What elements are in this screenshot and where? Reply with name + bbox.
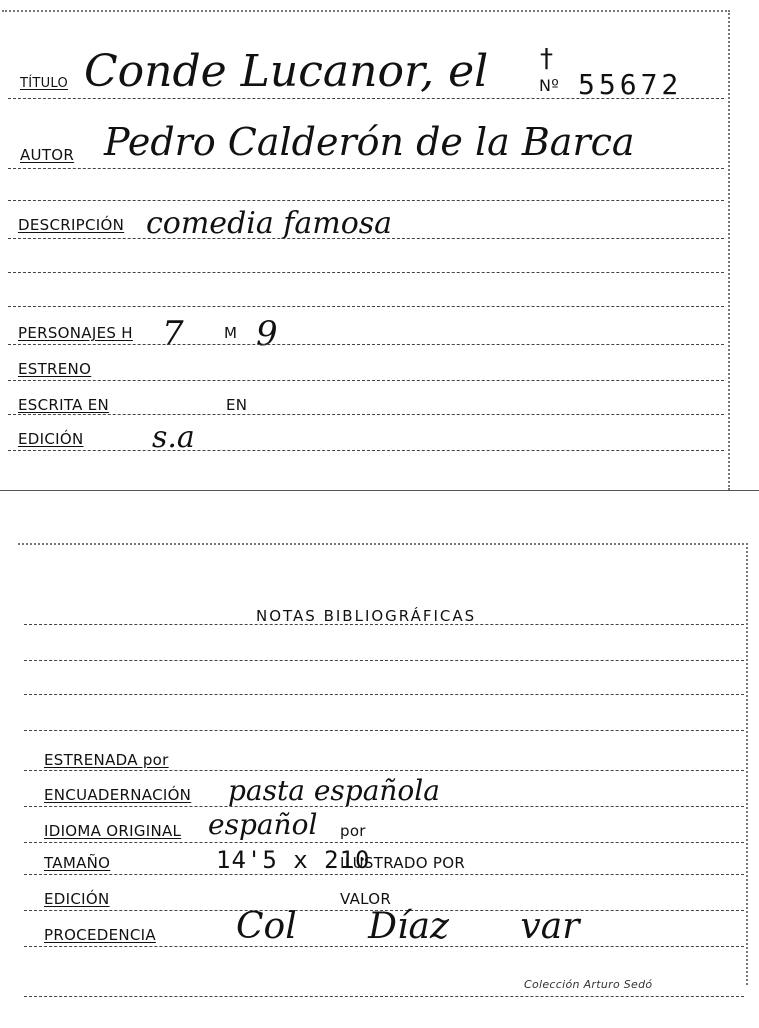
size-label: TAMAÑO bbox=[44, 854, 111, 872]
original-language-rule bbox=[24, 842, 744, 843]
edition-label: EDICIÓN bbox=[18, 430, 84, 448]
number-label: Nº bbox=[539, 76, 560, 95]
written-in-rule bbox=[8, 414, 724, 415]
binding-label: ENCUADERNACIÓN bbox=[44, 786, 192, 804]
description-label: DESCRIPCIÓN bbox=[18, 216, 125, 234]
provenance-rule bbox=[24, 946, 744, 947]
characters-women-label: M bbox=[224, 324, 238, 342]
premiered-by-label: ESTRENADA por bbox=[44, 751, 169, 769]
provenance-label: PROCEDENCIA bbox=[44, 926, 156, 944]
cross-mark-icon: † bbox=[540, 44, 553, 74]
notes-rule-2 bbox=[24, 660, 744, 661]
card-cut-line bbox=[0, 490, 759, 491]
blank-rule-2 bbox=[8, 272, 724, 273]
characters-label: PERSONAJES H bbox=[18, 324, 133, 342]
binding-value: pasta española bbox=[228, 774, 440, 807]
edition-value: s.a bbox=[152, 420, 195, 455]
premiere-rule bbox=[8, 380, 724, 381]
notes-rule-4 bbox=[24, 730, 744, 731]
title-label: TÍTULO bbox=[20, 76, 69, 91]
premiere-label: ESTRENO bbox=[18, 360, 92, 378]
bottom-rule bbox=[24, 996, 744, 997]
author-value: Pedro Calderón de la Barca bbox=[104, 120, 635, 164]
author-rule bbox=[8, 168, 724, 169]
binding-rule bbox=[24, 806, 744, 807]
provenance-value: Col Díaz var bbox=[236, 906, 580, 947]
size-rule bbox=[24, 874, 744, 875]
collection-note: Colección Arturo Sedó bbox=[524, 978, 653, 991]
notes-rule-1 bbox=[24, 624, 744, 625]
bibliographic-notes-heading: NOTAS BIBLIOGRÁFICAS bbox=[256, 607, 477, 625]
blank-rule-3 bbox=[8, 306, 724, 307]
original-language-label: IDIOMA ORIGINAL bbox=[44, 822, 182, 840]
original-language-por: por bbox=[340, 822, 366, 840]
description-value: comedia famosa bbox=[146, 206, 393, 241]
characters-women-value: 9 bbox=[256, 314, 278, 354]
description-rule bbox=[8, 238, 724, 239]
edition-rule bbox=[8, 450, 724, 451]
notes-rule-3 bbox=[24, 694, 744, 695]
blank-rule-1 bbox=[8, 200, 724, 201]
original-language-value: español bbox=[208, 808, 318, 841]
bottom-edition-label: EDICIÓN bbox=[44, 890, 110, 908]
value-label: VALOR bbox=[340, 890, 392, 908]
illustrated-by-label: ILUSTRADO POR bbox=[340, 854, 466, 872]
written-in-en-label: EN bbox=[226, 396, 248, 414]
author-label: AUTOR bbox=[20, 146, 75, 164]
characters-rule bbox=[8, 344, 724, 345]
characters-men-value: 7 bbox=[162, 314, 184, 354]
size-value: 14'5 x 210 bbox=[216, 846, 371, 874]
title-rule bbox=[8, 98, 724, 99]
number-value: 55672 bbox=[578, 68, 683, 101]
title-value: Conde Lucanor, el bbox=[84, 46, 489, 97]
written-in-label: ESCRITA EN bbox=[18, 396, 110, 414]
premiered-by-rule bbox=[24, 770, 744, 771]
